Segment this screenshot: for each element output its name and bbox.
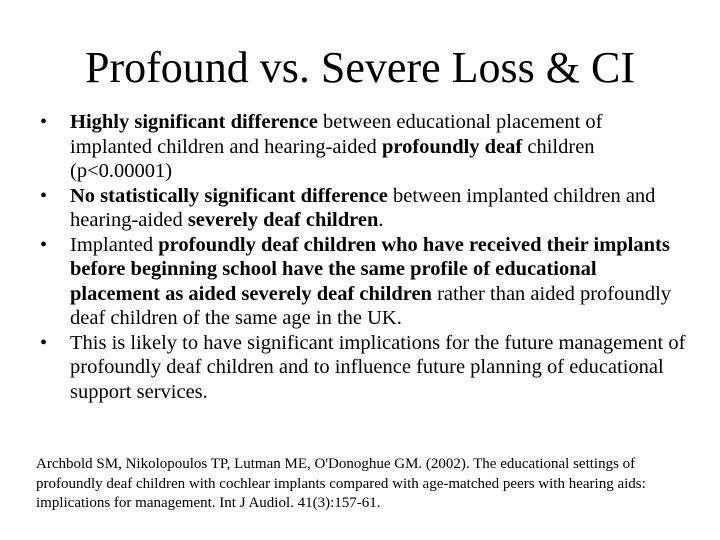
bullet-item — [36, 331, 686, 405]
bullet-text: . — [378, 209, 384, 231]
bullet-marker: • — [40, 331, 48, 354]
bullet-text-bold: No statistically significant difference — [70, 184, 388, 207]
bullet-marker: • — [40, 184, 48, 207]
bullet-text-bold: severely deaf children — [187, 209, 379, 231]
slide-title: Profound vs. Severe Loss & CI — [85, 43, 635, 92]
bullet-marker: • — [40, 111, 48, 133]
bullet-item — [36, 184, 686, 233]
bullet-list — [36, 110, 686, 404]
bullet-text: Implanted — [70, 233, 159, 256]
bullet-marker: • — [40, 233, 48, 256]
bullet-item — [36, 110, 686, 184]
bullet-text: This is likely to have significant implications for the future management of profoundly deaf children and to influence future planning of educational support services. — [70, 331, 686, 403]
bullet-text-bold: profoundly deaf — [381, 135, 523, 158]
bullet-item — [36, 233, 686, 331]
bullet-text: between educational placement of implanted children and hearing-aided — [70, 111, 603, 158]
citation: Archbold SM, Nikolopoulos TP, Lutman ME, O'Donoghue GM. (2002). The educational settings of profoundly deaf children with cochlear implants compared with age-matched peers with hearing aids: implications for management. Int J Audiol. 41(3):157-61. — [36, 456, 646, 511]
bullet-text: rather than aided profoundly deaf children of the same age in the UK. — [70, 282, 672, 329]
bullet-text-bold: Highly significant difference — [70, 111, 318, 133]
bullet-text: between implanted children and hearing-aided — [70, 184, 656, 231]
bullet-text-bold: profoundly deaf children who have received their implants before beginning school have the same profile of educational placement as aided severely deaf children — [70, 233, 670, 305]
bullet-text: children (p<0.00001) — [70, 135, 595, 182]
